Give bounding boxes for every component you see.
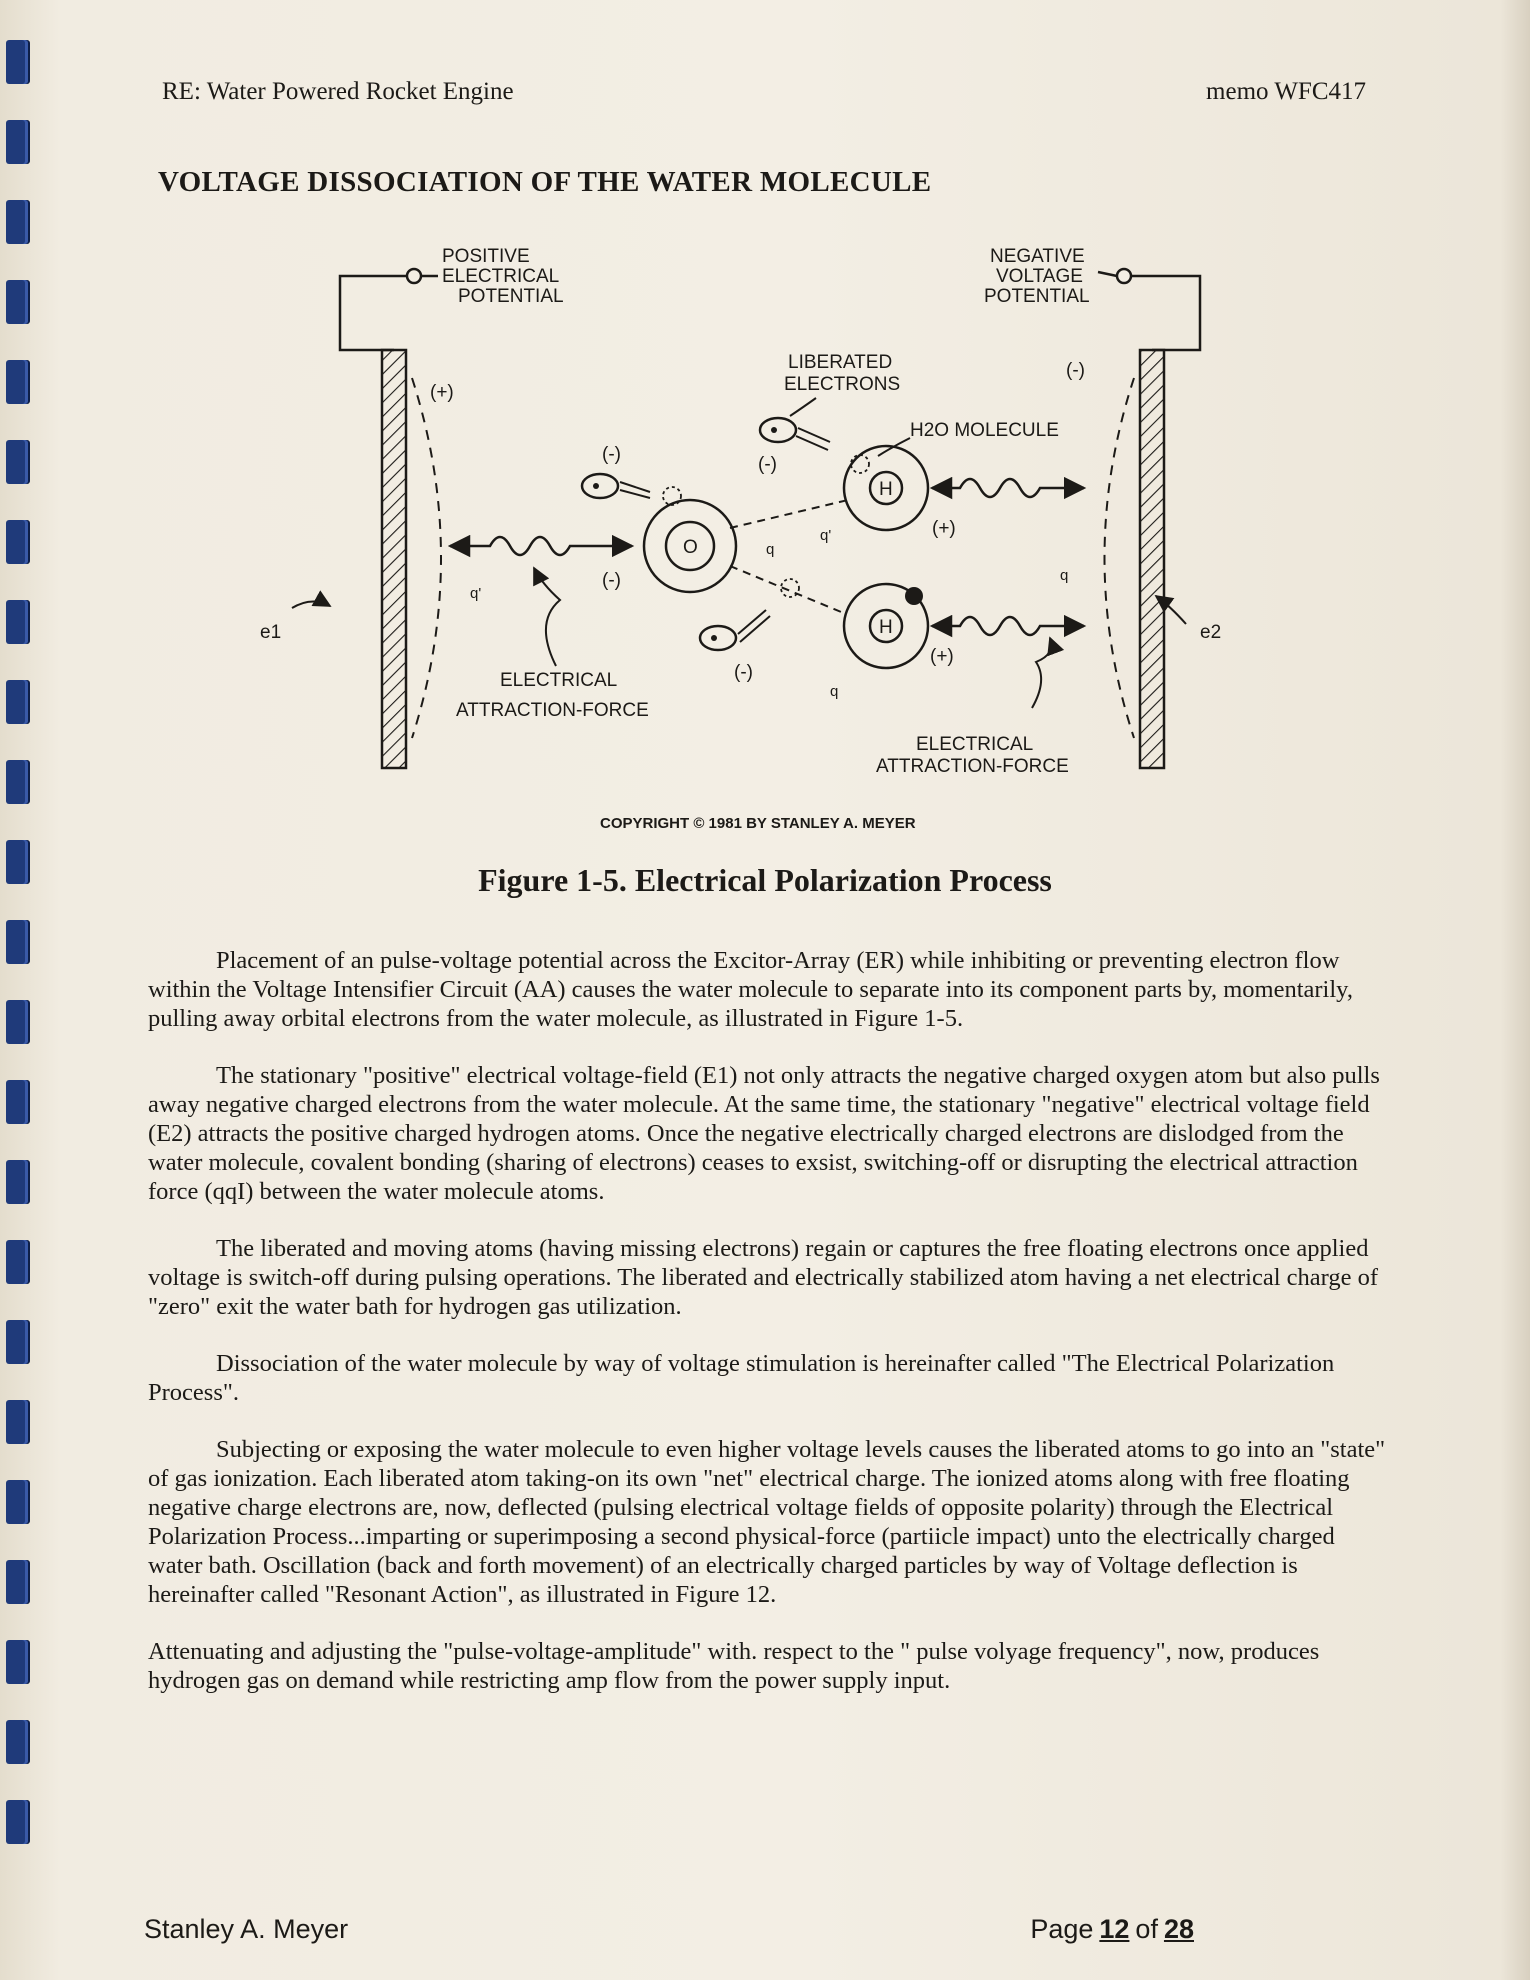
liberated-label-line2: ELECTRONS <box>784 374 901 395</box>
oxygen-charge-sign: (-) <box>602 570 621 591</box>
bond-charge-q-prime: q' <box>820 527 832 544</box>
e1-label: e1 <box>260 622 282 643</box>
paragraph: Attenuating and adjusting the "pulse-voltage-amplitude" with. respect to the " pulse volyage frequency", now, produces hydrogen gas on demand while restricting amp flow from the power supply input. <box>148 1638 1320 1694</box>
hydrogen-upper-charge-sign: (+) <box>932 518 956 539</box>
liberated-electron <box>700 626 736 650</box>
liberated-label-line1: LIBERATED <box>788 352 893 373</box>
of-label: of <box>1135 1914 1158 1944</box>
attraction-right-line2: ATTRACTION-FORCE <box>876 756 1069 777</box>
positive-label-line1: POSITIVE <box>442 246 530 267</box>
oxygen-symbol: O <box>683 537 698 558</box>
figure-caption: Figure 1-5. Electrical Polarization Process <box>478 862 1052 898</box>
header-title: RE: Water Powered Rocket Engine <box>162 78 514 105</box>
negative-terminal <box>1117 269 1131 283</box>
liberated-electron <box>582 474 618 498</box>
paragraph: Dissociation of the water molecule by way of voltage stimulation is hereinafter called "The Electrical Polarization Process". <box>148 1350 1335 1406</box>
positive-electrode-plate <box>382 350 406 768</box>
bond-charge-q: q <box>766 541 775 558</box>
hydrogen-lower-symbol: H <box>879 617 893 638</box>
paragraph: The stationary "positive" electrical voltage-field (E1) not only attracts the negative charged oxygen atom but also pulls away negative charged electrons from the water molecule. At the same time, the stationary "negative" electrical voltage field (E2) attracts the positive charged hydrogen atoms. Once the negative electrically charged electrons are dislodged from the water molecule, covalent bonding (sharing of electrons) ceases to exsist, switching-off or disrupting the electrical attraction force (qqI) between the water molecule atoms. <box>148 1062 1380 1205</box>
memo-number: memo WFC417 <box>1206 78 1366 105</box>
positive-label-line3: POTENTIAL <box>458 286 564 307</box>
electron-charge-sign: (-) <box>734 662 753 683</box>
paragraph: Subjecting or exposing the water molecule to even higher voltage levels causes the liberated atoms to go into an "state" of gas ionization. Each liberated atom taking-on its own "net" electrical charge. The ionized atoms along with free floating negative charge electrons are, now, deflected (pulsing electrical voltage fields of opposite polarity) through the Electrical Polarization Process...imparting or superimposing a second physical-force (partiicle impact) unto the electrically charged water bath. Oscillation (back and forth movement) of an electrically charged particles by way of Voltage deflection is hereinafter called "Resonant Action", as illustrated in Figure 12. <box>148 1436 1386 1608</box>
negative-label-line2: VOLTAGE <box>996 266 1083 287</box>
figure-diagram <box>260 238 1240 838</box>
page-current: 12 <box>1099 1914 1130 1944</box>
footer-author: Stanley A. Meyer <box>144 1914 349 1944</box>
paragraph: Placement of an pulse-voltage potential across the Excitor-Array (ER) while inhibiting or preventing electron flow within the Voltage Intensifier Circuit (AA) causes the water molecule to separate into its component parts by, momentarily, pulling away orbital electrons from the water molecule, as illustrated in Figure 1-5. <box>148 947 1353 1032</box>
lower-charge-q: q <box>830 683 839 700</box>
paragraph: The liberated and moving atoms (having missing electrons) regain or captures the free floating electrons once applied voltage is switch-off during pulsing operations. The liberated and electrically stabilized atom having a net electrical charge of "zero" exit the water bath for hydrogen gas utilization. <box>148 1235 1379 1320</box>
electron-charge-sign: (-) <box>602 444 621 465</box>
attraction-left-line2: ATTRACTION-FORCE <box>456 700 649 721</box>
plate-charge-q-prime: q' <box>470 585 482 602</box>
section-title: VOLTAGE DISSOCIATION OF THE WATER MOLECULE <box>158 166 932 198</box>
page-total: 28 <box>1163 1914 1194 1944</box>
page-label: Page <box>1030 1914 1094 1944</box>
negative-label-line1: NEGATIVE <box>990 246 1085 267</box>
figure-copyright: COPYRIGHT © 1981 BY STANLEY A. MEYER <box>600 815 916 832</box>
footer-page-number <box>1030 1914 1200 1945</box>
plate-negative-sign: (-) <box>1066 360 1085 381</box>
hydrogen-lower-charge-sign: (+) <box>930 646 954 667</box>
hydrogen-upper-symbol: H <box>879 479 893 500</box>
e2-label: e2 <box>1200 622 1222 643</box>
attraction-right-line1: ELECTRICAL <box>916 734 1034 755</box>
body-text <box>148 946 1388 1723</box>
attraction-left-line1: ELECTRICAL <box>500 670 618 691</box>
negative-label-line3: POTENTIAL <box>984 286 1090 307</box>
negative-electrode-plate <box>1140 350 1164 768</box>
plate-positive-sign: (+) <box>430 382 454 403</box>
electron-charge-sign: (-) <box>758 454 777 475</box>
spiral-binding <box>0 40 44 1940</box>
plate-charge-q: q <box>1060 567 1069 584</box>
positive-terminal <box>407 269 421 283</box>
liberated-electron <box>760 418 796 442</box>
h2o-molecule-label: H2O MOLECULE <box>910 420 1059 441</box>
positive-label-line2: ELECTRICAL <box>442 266 560 287</box>
bound-electron-dot <box>905 587 923 605</box>
